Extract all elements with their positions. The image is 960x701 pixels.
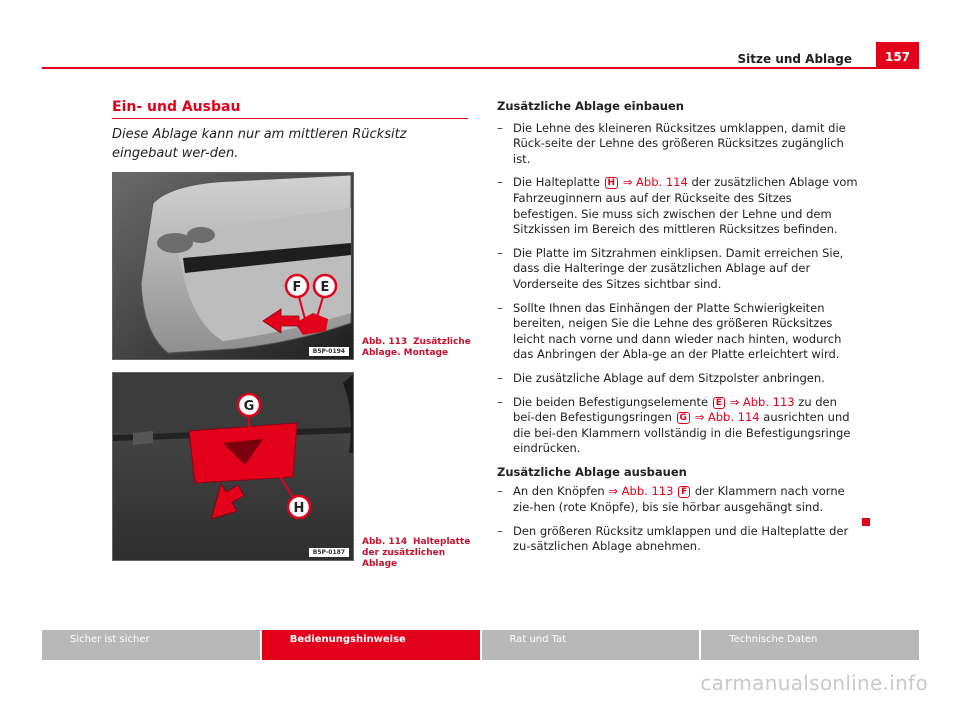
watermark: carmanualsonline.info — [700, 671, 928, 695]
section-intro: Diese Ablage kann nur am mittleren Rücksitz eingebaut wer-den. — [112, 127, 407, 161]
figure-113 — [112, 172, 354, 360]
header-title: Sitze und Ablage — [737, 52, 852, 66]
tag-h: H — [605, 177, 619, 189]
ref-abb-114-b[interactable]: ⇒ Abb. 114 — [694, 410, 760, 425]
install-steps — [497, 121, 859, 457]
footer-tab-rat[interactable]: Rat und Tat — [482, 630, 700, 660]
figure-113-caption-number: Abb. 113 — [362, 337, 408, 347]
footer-tab-bedienung[interactable]: Bedienungshinweise — [262, 630, 480, 660]
install-step-2 — [497, 175, 859, 237]
remove-step-2: – Den größeren Rücksitz umklappen und die Halteplatte der zu-sätzlichen Ablage abnehmen. — [497, 524, 859, 555]
ref-abb-113[interactable]: ⇒ Abb. 113 — [729, 394, 795, 409]
figure-114-label-h: H — [293, 501, 305, 516]
figure-114 — [112, 372, 354, 561]
tag-f: F — [678, 486, 690, 498]
header-rule — [42, 67, 919, 69]
footer-tab-sicher[interactable]: Sicher ist sicher — [42, 630, 260, 660]
step-2-pre: Die Halteplatte — [513, 175, 600, 190]
figure-114-label-g: G — [243, 399, 255, 414]
install-step-4: – Sollte Ihnen das Einhängen der Platte Schwierigkeiten bereiten, neigen Sie die Lehne des größeren Rücksitzes leicht nach vorne und dann wieder nach hinten, wodurch das Anbringen der Abla-ge an der Platte erleichtert wird. — [497, 301, 859, 363]
figure-114-code: B5P-0187 — [309, 548, 349, 557]
figure-114-caption-number: Abb. 114 — [362, 537, 408, 547]
step-6-pre: Die beiden Befestigungselemente — [513, 394, 709, 409]
install-step-5: – Die zusätzliche Ablage auf dem Sitzpolster anbringen. — [497, 371, 859, 387]
step-6-post: ausrichten und die bei-den Klammern vollständig in die Befestigungsringe eindrücken. — [513, 410, 851, 456]
remove-step-1-post: der Klammern nach vorne zie-hen (rote Knöpfe), bis sie hörbar ausgehängt sind. — [513, 484, 845, 515]
instructions-column — [497, 99, 859, 563]
footer-tab-technik[interactable]: Technische Daten — [701, 630, 919, 660]
footer-nav — [42, 630, 919, 660]
step-6-mid: zu den bei-den Befestigungsringen — [513, 394, 837, 425]
figure-114-caption — [362, 537, 472, 570]
remove-heading: Zusätzliche Ablage ausbauen — [497, 464, 687, 479]
remove-steps — [497, 484, 859, 554]
ref-abb-114[interactable]: ⇒ Abb. 114 — [622, 175, 688, 190]
page-number: 157 — [876, 42, 919, 68]
figure-114-illustration — [113, 373, 354, 561]
figure-113-caption-text: Zusätzliche Ablage. Montage — [362, 337, 471, 358]
install-step-1: – Die Lehne des kleineren Rücksitzes umklappen, damit die Rück-seite der Lehne des größeren Rücksitzes zugänglich ist. — [497, 121, 859, 168]
figure-114-caption-text: Halteplatte der zusätzlichen Ablage — [362, 537, 471, 569]
install-heading: Zusätzliche Ablage einbauen — [497, 99, 684, 113]
ref-abb-113-b[interactable]: ⇒ Abb. 113 — [608, 484, 674, 499]
figure-113-caption — [362, 337, 472, 359]
figure-113-code: B5P-0194 — [309, 347, 349, 356]
install-step-3: – Die Platte im Sitzrahmen einklipsen. Damit erreichen Sie, dass die Halteringe der zusätzlichen Ablage auf der Vorderseite des Sitzes sichtbar sind. — [497, 246, 859, 293]
figure-113-label-e: E — [320, 280, 330, 295]
step-2-post: der zusätzlichen Ablage vom Fahrzeuginnern aus auf der Rückseite des Sitzes befestigen. Sie muss sich zwischen der Lehne und dem Sitzkissen im Bereich des mittleren Rücksitzes befinden. — [513, 175, 858, 237]
figure-113-label-f: F — [292, 280, 302, 295]
section-end-mark — [862, 518, 870, 526]
remove-step-1 — [497, 484, 859, 515]
tag-e: E — [713, 397, 725, 409]
tag-g: G — [677, 412, 690, 424]
section-rule — [112, 118, 468, 119]
install-step-6 — [497, 395, 859, 457]
section-title: Ein- und Ausbau — [112, 99, 241, 115]
figure-113-illustration — [113, 173, 354, 360]
remove-step-1-pre: An den Knöpfen — [513, 484, 605, 499]
